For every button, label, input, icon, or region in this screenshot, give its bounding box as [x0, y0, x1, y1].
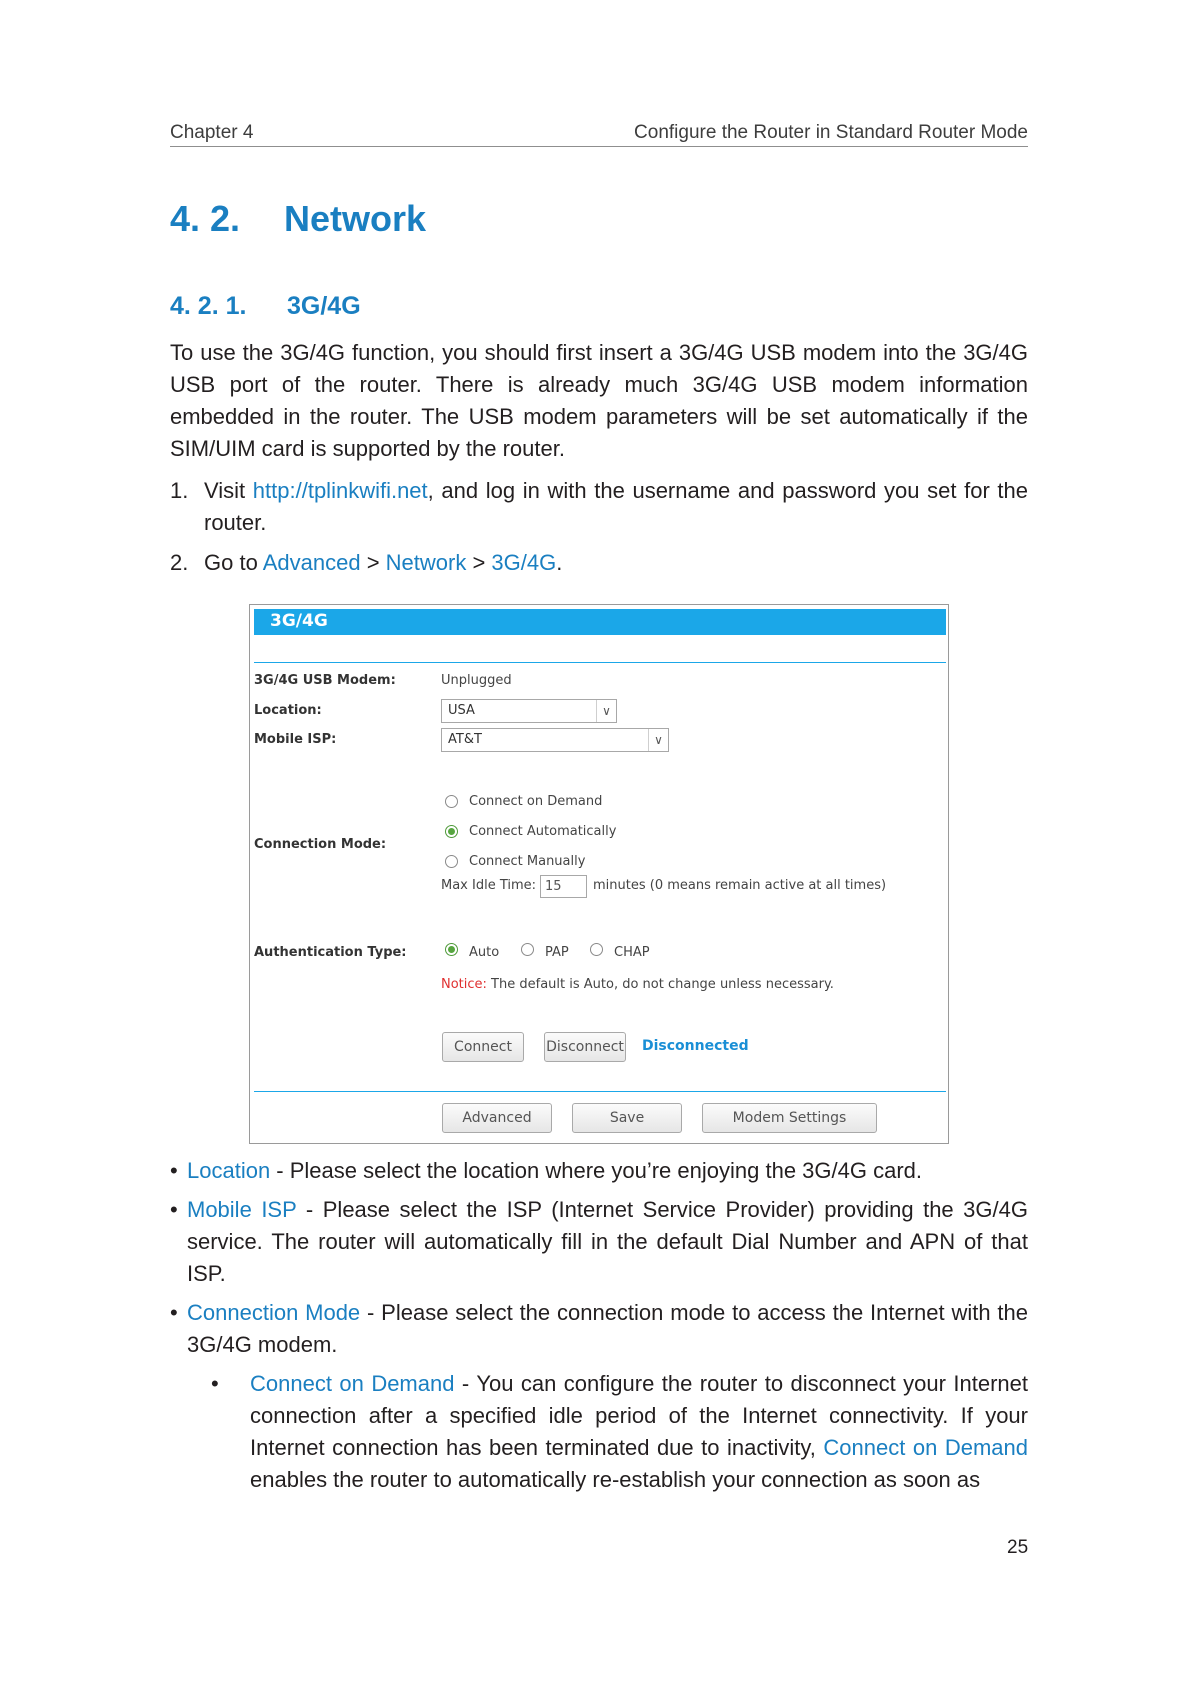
auth-type-label: Authentication Type: — [254, 945, 407, 960]
term-connect-on-demand: Connect on Demand — [250, 1371, 455, 1396]
chapter-label: Chapter 4 — [170, 122, 254, 143]
bullet-text: - Please select the location where you’re enjoying the 3G/4G card. — [270, 1158, 922, 1183]
path-separator: > — [466, 550, 492, 575]
step-number: 2. — [170, 550, 189, 575]
option-auth-chap: CHAP — [614, 945, 650, 960]
save-button[interactable]: Save — [572, 1103, 682, 1133]
section-number: 4. 2. — [170, 198, 241, 239]
bullet-body — [187, 1297, 1028, 1361]
chapter-title: Configure the Router in Standard Router Mode — [634, 122, 1028, 143]
term-connection-mode: Connection Mode — [187, 1300, 361, 1325]
advanced-button[interactable]: Advanced — [442, 1103, 552, 1133]
menu-path-advanced: Advanced — [262, 550, 361, 575]
step-body — [204, 475, 1028, 539]
running-header — [170, 120, 1028, 147]
location-label: Location: — [254, 703, 322, 718]
term-connect-on-demand-2: Connect on Demand — [823, 1435, 1028, 1460]
section-title: Network — [284, 198, 427, 239]
intro-paragraph: To use the 3G/4G function, you should first insert a 3G/4G USB modem into the 3G/4G USB port of the router. There is already much 3G/4G USB modem information embedded in the router. The USB modem parameters will be set automatically if the SIM/UIM card is supported by the router. — [170, 340, 1028, 461]
auth-notice — [441, 977, 834, 992]
term-mobile-isp: Mobile ISP — [187, 1197, 297, 1222]
option-connect-on-demand: Connect on Demand — [469, 794, 603, 809]
isp-select[interactable] — [441, 728, 669, 752]
radio-auth-chap[interactable] — [590, 943, 603, 956]
page-number: 25 — [1007, 1537, 1029, 1558]
radio-auth-pap[interactable] — [521, 943, 534, 956]
isp-label: Mobile ISP: — [254, 732, 337, 747]
bullet-text: - Please select the ISP (Internet Service Provider) providing the 3G/4G service. The router will automatically fill in the default Dial Number and APN of that ISP. — [187, 1197, 1028, 1286]
bullet-text: enables the router to automatically re-establish your connection as soon as — [250, 1467, 981, 1492]
step-text: . — [556, 550, 563, 575]
panel-divider — [254, 1091, 946, 1092]
term-location: Location — [187, 1158, 271, 1183]
modem-settings-button[interactable]: Modem Settings — [702, 1103, 877, 1133]
radio-connect-on-demand[interactable] — [445, 795, 458, 808]
panel-title-bar: 3G/4G — [254, 609, 946, 635]
bullet-dot: • — [170, 1300, 178, 1325]
bullet-dot: • — [170, 1158, 178, 1183]
max-idle-suffix: minutes (0 means remain active at all times) — [593, 878, 887, 893]
location-select[interactable] — [441, 699, 617, 723]
disconnect-button[interactable]: Disconnect — [544, 1032, 626, 1062]
bullet-text: - Please select the connection mode to access the Internet with the 3G/4G modem. — [187, 1300, 1028, 1357]
chevron-down-icon: ∨ — [596, 700, 616, 722]
tplinkwifi-link[interactable]: http://tplinkwifi.net — [252, 478, 428, 503]
connection-status: Disconnected — [642, 1038, 749, 1054]
option-connect-automatically: Connect Automatically — [469, 824, 617, 839]
step-text: Go to — [204, 550, 263, 575]
path-separator: > — [360, 550, 386, 575]
menu-path-network: Network — [385, 550, 467, 575]
location-selected: USA — [448, 703, 475, 718]
subsection-number: 4. 2. 1. — [170, 292, 247, 320]
option-auth-auto: Auto — [469, 945, 500, 960]
step-number: 1. — [170, 478, 189, 503]
bullet-body — [250, 1368, 1028, 1496]
menu-path-3g4g: 3G/4G — [491, 550, 557, 575]
radio-connect-automatically[interactable] — [445, 825, 458, 838]
max-idle-label: Max Idle Time: — [441, 878, 537, 893]
radio-auth-auto[interactable] — [445, 943, 458, 956]
isp-selected: AT&T — [448, 732, 482, 747]
chevron-down-icon: ∨ — [648, 729, 668, 751]
modem-status-value: Unplugged — [441, 673, 512, 688]
bullet-body — [187, 1194, 1028, 1290]
modem-label: 3G/4G USB Modem: — [254, 673, 396, 688]
bullet-dot: • — [211, 1371, 219, 1396]
max-idle-input[interactable]: 15 — [540, 875, 587, 898]
radio-connect-manually[interactable] — [445, 855, 458, 868]
connect-button[interactable]: Connect — [442, 1032, 524, 1062]
notice-label: Notice: — [441, 977, 487, 992]
option-connect-manually: Connect Manually — [469, 854, 586, 869]
subsection-title: 3G/4G — [287, 292, 361, 320]
bullet-dot: • — [170, 1197, 178, 1222]
bullet-body — [187, 1155, 1028, 1187]
step-text: Visit — [204, 478, 253, 503]
bullet-text: - You can configure the router to disconnect your Internet connection after a specified idle period of the Internet connectivity. If your Internet connection has been terminated due to inactivity, — [250, 1371, 1028, 1460]
step-text: , and log in with the username and password you set for the router. — [204, 478, 1028, 535]
option-auth-pap: PAP — [545, 945, 569, 960]
panel-divider — [254, 662, 946, 663]
router-3g4g-settings-screenshot — [249, 604, 949, 1144]
notice-text: The default is Auto, do not change unless necessary. — [486, 977, 834, 992]
connection-mode-label: Connection Mode: — [254, 837, 387, 852]
step-body — [204, 547, 1028, 579]
